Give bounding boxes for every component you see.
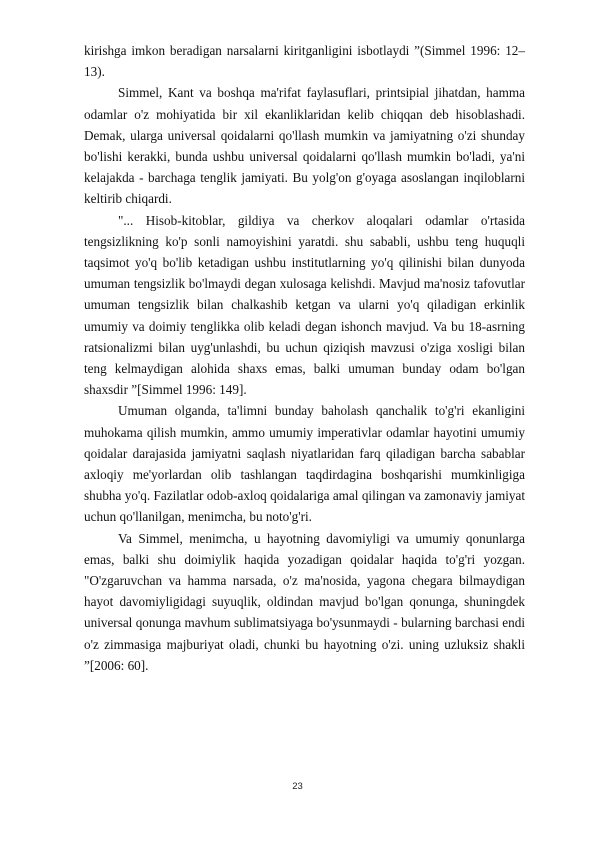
paragraph-continuation: kirishga imkon beradigan narsalarni kiritganligini isbotlaydi ”(Simmel 1996: 12–13).: [84, 43, 525, 80]
paragraph-general-evaluation: Umuman olganda, ta'limni bunday baholash qanchalik to'g'ri ekanligini muhokama qilish mumkin, ammo umumiy imperativlar odamlar hayotini umumiy qoidalar darajasida jamiyatni saqlash niyatlaridan farq qiladigan barcha sabablar axloqiy me'yorlardan olib tashlangan taqdirdagina boshqarishi mumkinligiga shubha yo'q. Fazilatlar odob-axloq qoidalariga amal qilingan va zamonaviy jamiyat uchun qo'llanilgan, menimcha, bu noto'g'ri.: [84, 403, 525, 525]
paragraph-life-continuity: Va Simmel, menimcha, u hayotning davomiyligi va umumiy qonunlarga emas, balki shu doimiylik haqida yozadigan qoidalar haqida to'g'ri yozgan. "O'zgaruvchan va hamma narsada, o'z ma'nosida, yagona chegara bilmaydigan hayot davomiyligidagi suyuqlik, oldindan mavjud bo'lgan qonunga, shuningdek universal qonunga mavhum sublimatsiyaga bo'ysunmaydi - bularning barchasi endi o'z zimmasiga majburiyat oladi, chunki bu hayotning o'zi. uning uzluksiz shakli ”[2006: 60].: [84, 530, 525, 673]
paragraph-simmel-kant: Simmel, Kant va boshqa ma'rifat faylasuflari, printsipial jihatdan, hamma odamlar o'z mohiyatida bir xil ekanliklaridan kelib chiqqan deb hisoblashadi. Demak, ularga universal qoidalarni qo'llash mumkin va jamiyatning o'zi shunday bo'lishi kerakki, bunda ushbu universal qoidalarni qo'llash mumkin bo'ladi, ya'ni kelajakda - barchaga tenglik jamiyati. Bu yolg'on g'oyaga asoslangan inqiloblarni keltirib chiqardi.: [84, 85, 525, 207]
document-page: [84, 40, 525, 676]
paragraph-quote-inequality: "... Hisob-kitoblar, gildiya va cherkov aloqalari odamlar o'rtasida tengsizlikning ko'p sonli namoyishini yaratdi. shu sababli, ushbu teng huquqli taqsimot yo'q bo'lib ketadigan ushbu institutlarning yo'q qilinishi bilan dunyoda umuman tengsizlik bo'lmaydi degan xulosaga kelishdi. Mavjud ma'nosiz tafovutlar umuman tengsizlik bilan chalkashib ketgan va ularni yo'q qiladigan erkinlik umumiy va doimiy tenglikka olib keladi degan ishonch mavjud. Va bu 18-asrning ratsionalizmi bilan uyg'unlashdi, bu uchun qiziqish mavzusi o'ziga xosligi bilan teng kelmaydigan alohida shaxs emas, balki umuman bunday odam bo'lgan shaxsdir ”[Simmel 1996: 149].: [84, 212, 525, 398]
page-number: 23: [292, 781, 303, 792]
